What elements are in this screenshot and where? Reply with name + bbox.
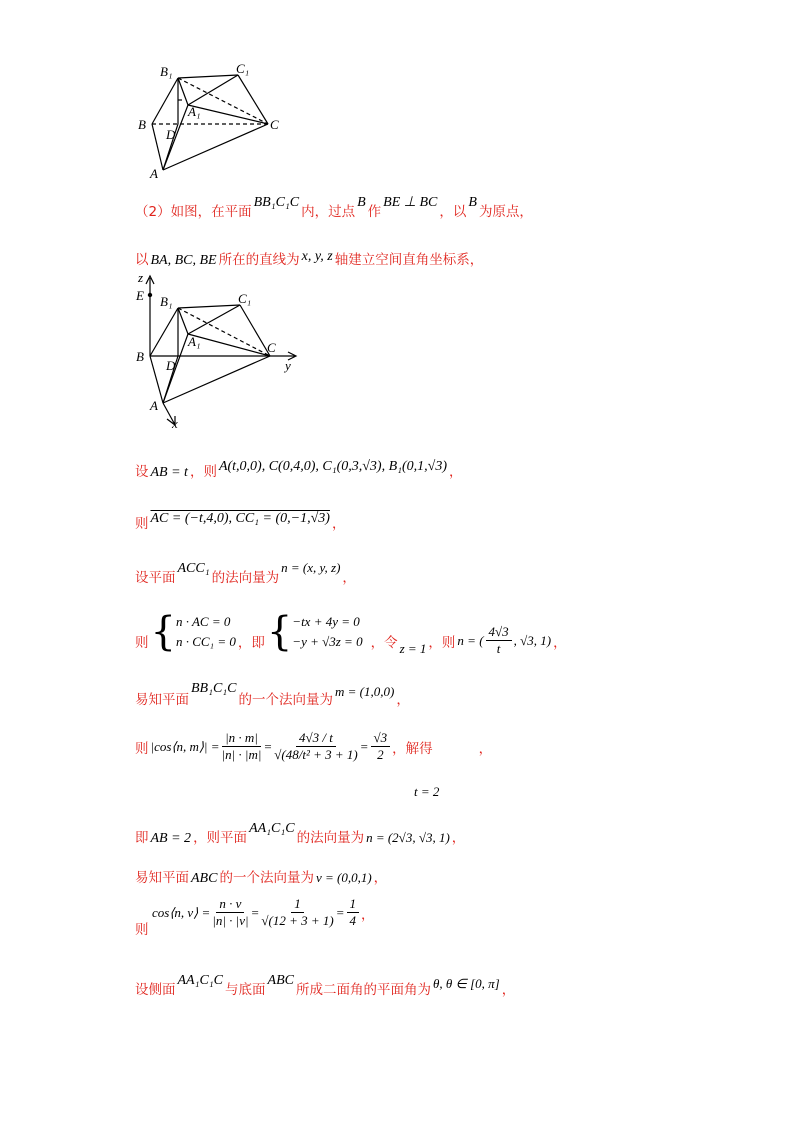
coordinate-figure-2: [130, 268, 310, 433]
label-A: A: [150, 166, 158, 181]
text-line-12: 设侧面 AA₁C₁C 与底面 ABC 所成二面角的平面角为 θ, θ ∈ [0, π] ，: [135, 973, 516, 998]
label-E: E: [136, 288, 144, 303]
solution-t: t = 2: [414, 784, 440, 799]
brace-left: {: [150, 608, 176, 655]
label-x: x: [172, 416, 178, 431]
text-line-6: 则 { n · AC = 0 n · CC₁ = 0 ，即 { −tx + 4y = 0 −y + √3z = 0 ，令 z = 1 ，则 n = ( $\frac{4√3}{t}$ , √3, 1) ，: [135, 608, 567, 656]
text-line-2: 以 BA, BC, BE 所在的直线为 x, y, z 轴建立空间直角坐标系，: [135, 249, 484, 268]
text-line-10: 易知平面 ABC 的一个法向量为 v = (0,0,1) ，: [135, 870, 388, 886]
label-A1: A₁: [188, 334, 201, 349]
label-D: D: [166, 127, 176, 142]
label-z: z: [138, 270, 144, 285]
label-B1: B₁: [160, 294, 173, 309]
text-line-9: 即 AB = 2 ，则平面 AA₁C₁C 的法向量为 n = (2√3, √3, 1) ，: [135, 821, 466, 846]
text-line-8: 则 |cos⟨n, m⟩| = $\frac{|n \cdot m|}{|n| \cdot |m|}$ = $\frac{4√3 / t}{\text{√(48/t² + 3 + 1)}}$ = $\frac{√3}{2}$ ，解得 ，: [135, 730, 493, 762]
label-B1: B₁: [160, 64, 173, 79]
prism-figure-1: [130, 60, 290, 185]
brace-left: {: [266, 608, 293, 655]
label-D: D: [166, 358, 176, 373]
text-line-5: 设平面 ACC₁ 的法向量为 n = (x, y, z) ，: [135, 560, 356, 586]
label-B: B: [136, 349, 144, 364]
label-C: C: [267, 340, 276, 355]
label-B: B: [138, 117, 146, 132]
label-C1: C₁: [238, 291, 252, 306]
text-line-11: cos⟨n, v⟩ = $\frac{n \cdot v}{|n| \cdot |v|}$ = $\frac{1}{√(12 + 3 + 1)}$ = $\frac{1}{4}$ ，: [152, 896, 375, 928]
text-line-3: 设 AB = t ，则 A(t,0,0), C(0,4,0), C₁(0,3,√3), B₁(0,1,√3) ，: [135, 459, 463, 480]
text-line-1: （2）如图，在平面 BB₁C₁C 内，过点 B 作 BE ⊥ BC ，以 B 为原点，: [135, 195, 533, 220]
text-line-7: 易知平面 BB₁C₁C 的一个法向量为 m = (1,0,0) ，: [135, 681, 410, 708]
label-C1: C₁: [236, 61, 250, 76]
label-A: A: [150, 398, 158, 413]
text-line-4: 则 AC = (−t,4,0), CC₁ = (0,−1,√3) ，: [135, 511, 346, 532]
label-A1: A₁: [188, 104, 201, 119]
label-y: y: [285, 358, 291, 373]
text-line-11-prefix: 则: [135, 922, 149, 938]
label-C: C: [270, 117, 279, 132]
